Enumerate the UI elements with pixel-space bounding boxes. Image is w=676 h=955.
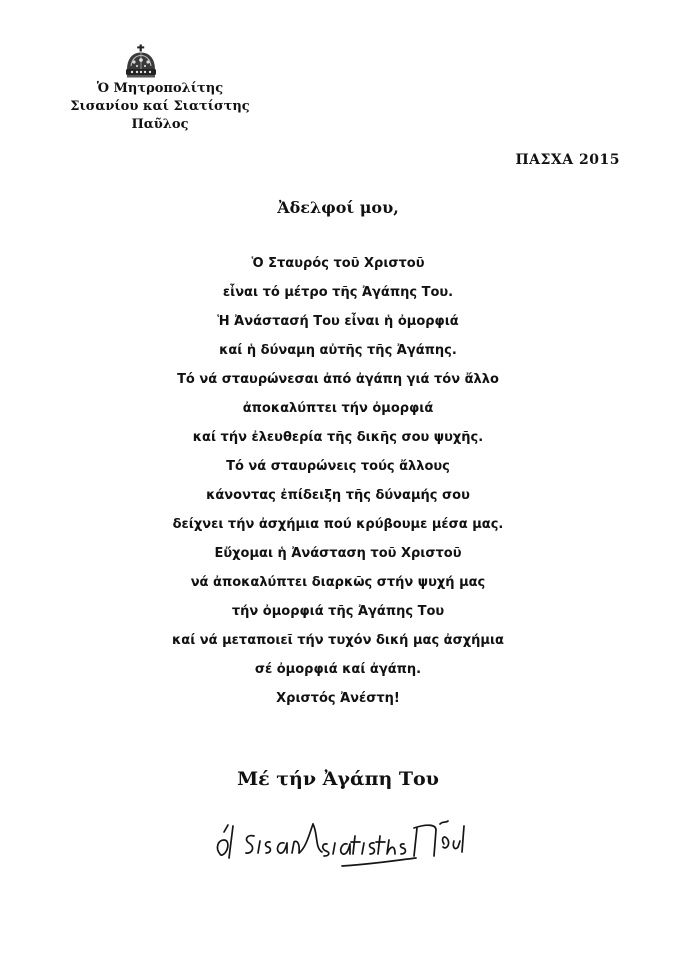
message-line: Τό νά σταυρώνεσαι ἀπό ἀγάπη γιά τόν ἄλλο bbox=[177, 372, 499, 387]
sender-diocese: Σισανίου καί Σιατίστης bbox=[70, 99, 250, 114]
message-body bbox=[0, 249, 676, 713]
message-line: σέ ὀμορφιά καί ἀγάπη. bbox=[254, 662, 422, 677]
handwritten-signature bbox=[214, 814, 468, 876]
message-line: εἶναι τό μέτρο τῆς Ἀγάπης Του. bbox=[222, 285, 454, 300]
message-line: κάνοντας ἐπίδειξη τῆς δύναμής σου bbox=[206, 488, 470, 503]
message-line: Ἡ Ἀνάστασή Του εἶναι ἡ ὀμορφιά bbox=[217, 314, 459, 329]
message-line: καί νά μεταποιεῖ τήν τυχόν δική μας ἀσχήμια bbox=[172, 633, 504, 648]
date-label: ΠΑΣΧΑ 2015 bbox=[515, 152, 620, 168]
message-line: ἀποκαλύπτει τήν ὀμορφιά bbox=[242, 401, 434, 416]
closing-line: Μέ τήν Ἀγάπη Του bbox=[237, 768, 439, 790]
sender-name: Παῦλος bbox=[131, 117, 189, 132]
message-line: Χριστός Ἀνέστη! bbox=[276, 691, 400, 706]
message-line: Ὁ Σταυρός τοῦ Χριστοῦ bbox=[251, 256, 425, 271]
mitre-crown-icon bbox=[124, 44, 158, 80]
message-line: Τό νά σταυρώνεις τούς ἄλλους bbox=[226, 459, 450, 474]
message-line: Εὔχομαι ἡ Ἀνάσταση τοῦ Χριστοῦ bbox=[214, 546, 462, 561]
sender-header bbox=[40, 80, 280, 134]
message-line: τήν ὀμορφιά τῆς Ἀγάπης Του bbox=[231, 604, 445, 619]
message-line: νά ἀποκαλύπτει διαρκῶς στήν ψυχή μας bbox=[190, 575, 486, 590]
message-line: καί τήν ἐλευθερία τῆς δικῆς σου ψυχῆς. bbox=[192, 430, 484, 445]
message-line: καί ἡ δύναμη αὐτῆς τῆς Ἀγάπης. bbox=[219, 343, 457, 358]
salutation: Ἀδελφοί μου, bbox=[277, 198, 399, 217]
sender-title: Ὁ Μητροπολίτης bbox=[96, 81, 224, 96]
message-line: δείχνει τήν ἀσχήμια πού κρύβουμε μέσα μας. bbox=[172, 517, 504, 532]
